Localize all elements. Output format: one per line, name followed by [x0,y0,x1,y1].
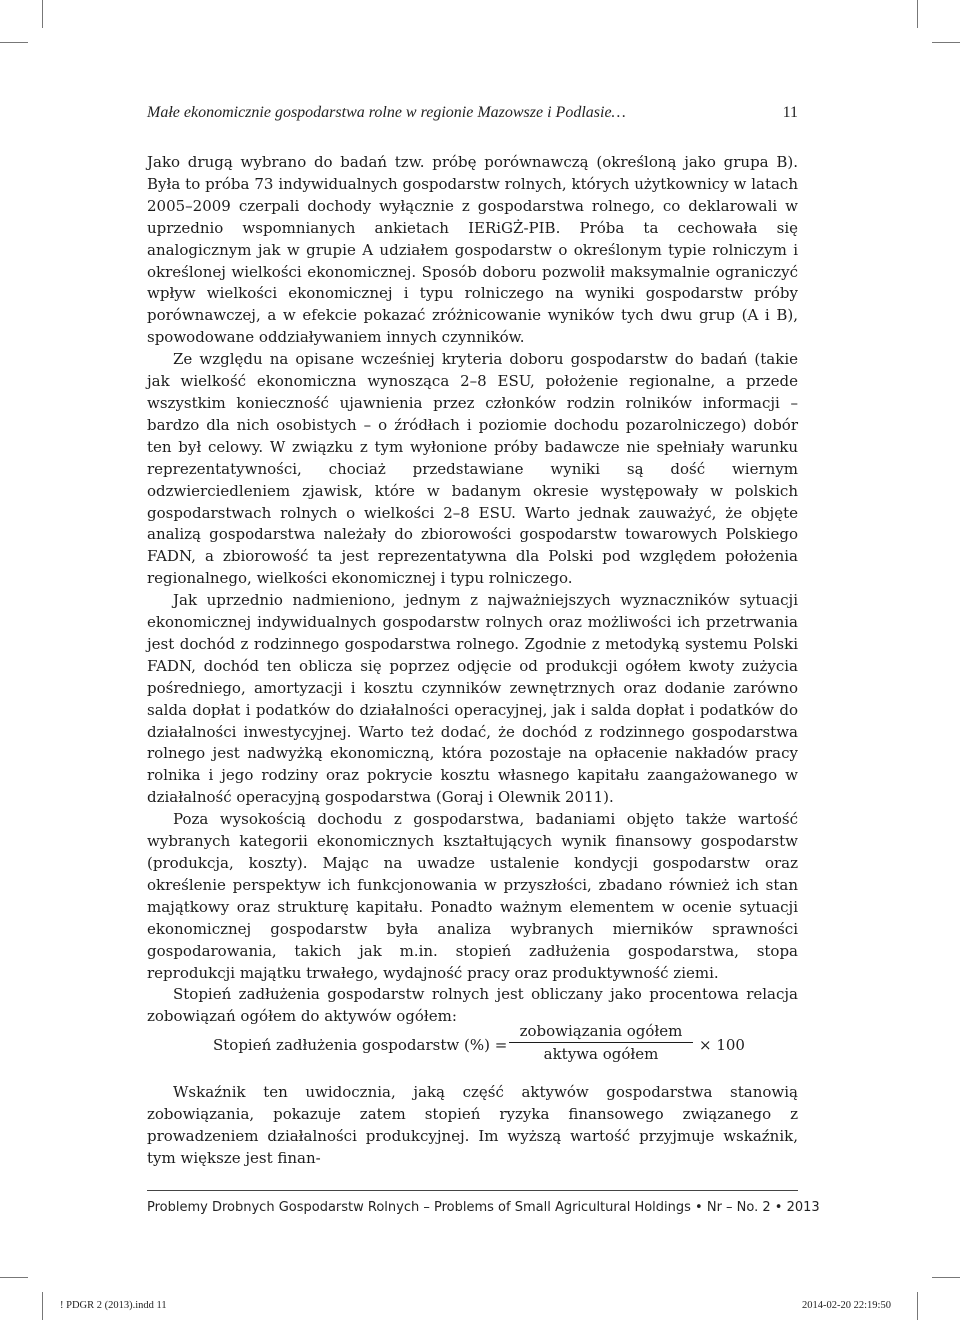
journal-footer: Problemy Drobnych Gospodarstw Rolnych – Problems of Small Agricultural Holdings • Nr – No. 2 • 2013 [147,1200,820,1215]
crop-mark [932,42,960,43]
formula-multiplier: × 100 [699,1036,745,1054]
page-number: 11 [782,104,798,121]
footer-rule [147,1190,798,1191]
paragraph: Ze względu na opisane wcześniej kryteria doboru gospodarstw do badań (takie jak wielkość ekonomiczna wynosząca 2–8 ESU, położenie regionalne, a przede wszystkim konieczność ujawnienia przez członków rodzin rolników informacji – bardzo dla nich osobistych – o źródłach i poziomie dochodu pozarolniczego) dobór ten był celowy. W związku z tym wyłonione próby badawcze nie spełniały warunku reprezentatywności, chociaż przedstawiane wyniki są dość wiernym odzwierciedleniem zjawisk, które w badanym okresie występowały w polskich gospodarstwach rolnych o wielkości 2–8 ESU. Warto jednak zauważyć, że objęte analizą gospodarstwa należały do zbiorowości gospodarstw towarowych Polskiego FADN, a zbiorowość ta jest reprezentatywna dla Polski pod względem położenia regionalnego, wielkości ekonomicznej i typu rolniczego. [147,350,798,588]
crop-mark [932,1277,960,1278]
running-head: Małe ekonomicznie gospodarstwa rolne w regionie Mazowsze i Podlasie… [147,104,626,121]
crop-mark [0,1277,28,1278]
paragraph: Jako drugą wybrano do badań tzw. próbę porównawczą (określoną jako grupa B). Była to próba 73 indywidualnych gospodarstw rolnych, których użytkownicy w latach 2005–2009 czerpali dochody wyłącznie z gospodarstwa rolnego, co deklarowali w uprzednio wspomnianych ankietach IERiGŻ-PIB. Próba ta cechowała się analogicznym jak w grupie A udziałem gospodarstw o określonym typie rolniczym i określonej wielkości ekonomicznej. Sposób doboru pozwolił maksymalnie ograniczyć wpływ wielkości ekonomicznej i typu rolniczego na wyniki gospodarstw próby porównawczej, a w efekcie pokazać zróżnicowanie wyników tych dwu grup (A i B), spowodowane oddziaływaniem innych czynników. [147,153,798,347]
crop-mark [917,0,918,28]
paragraph: Poza wysokością dochodu z gospodarstwa, badaniami objęto także wartość wybranych kategorii ekonomicznych kształtujących wynik finansowy gospodarstw (produkcja, koszty). Mając na uwadze ustalenie kondycji gospodarstw oraz określenie perspektyw ich funkcjonowania w przyszłości, zbadano również ich stan majątkowy oraz strukturę kapitału. Ponadto ważnym elementem w ocenie sytuacji ekonomicznej gospodarstw była analiza wybranych mierników sprawności gospodarowania, takich jak m.in. stopień zadłużenia gospodarstwa, stopa reprodukcji majątku trwałego, wydajność pracy oraz produktywność ziemi. [147,810,798,982]
crop-mark [0,42,28,43]
paragraph: Jak uprzednio nadmieniono, jednym z najważniejszych wyznaczników sytuacji ekonomicznej indywidualnych gospodarstw rolnych oraz możliwości ich przetrwania jest dochód z rodzinnego gospodarstwa rolnego. Zgodnie z metodyką systemu Polski FADN, dochód ten oblicza się poprzez odjęcie od produkcji ogółem kwoty zużycia pośredniego, amortyzacji i kosztu czynników zewnętrznych oraz dodanie zarówno salda dopłat i podatków do działalności operacyjnej, jak i salda dopłat i podatków do działalności inwestycyjnej. Warto też dodać, że dochód z rodzinnego gospodarstwa rolnego jest nadwyżką ekonomiczną, która pozostaje na opłacenie nakładów pracy rolnika i jego rodziny oraz pokrycie kosztu własnego kapitału zaangażowanego w działalność operacyjną gospodarstwa (Goraj i Olewnik 2011). [147,591,798,807]
paragraph: Wskaźnik ten uwidocznia, jaką część aktywów gospodarstwa stanowią zobowiązania, pokazuje zatem stopień ryzyka finansowego związanego z prowadzeniem działalności produkcyjnej. Im wyższą wartość przyjmuje wskaźnik, tym większe jest finan- [147,1083,798,1167]
crop-mark [42,0,43,28]
print-slug-timestamp: 2014-02-20 22:19:50 [802,1300,891,1311]
paragraph: Stopień zadłużenia gospodarstw rolnych jest obliczany jako procentowa relacja zobowiązań ogółem do aktywów ogółem: [147,985,798,1026]
body-text [147,152,798,1028]
body-text-continued [147,1082,798,1170]
crop-mark [42,1292,43,1320]
print-slug-file: ! PDGR 2 (2013).indd 11 [60,1300,167,1311]
formula-denominator: aktywa ogółem [543,1045,659,1063]
crop-mark [917,1292,918,1320]
formula-fraction [509,1022,693,1063]
debt-ratio-formula [213,1022,753,1072]
formula-numerator: zobowiązania ogółem [519,1022,683,1040]
formula-lhs: Stopień zadłużenia gospodarstw (%) = [213,1036,508,1054]
